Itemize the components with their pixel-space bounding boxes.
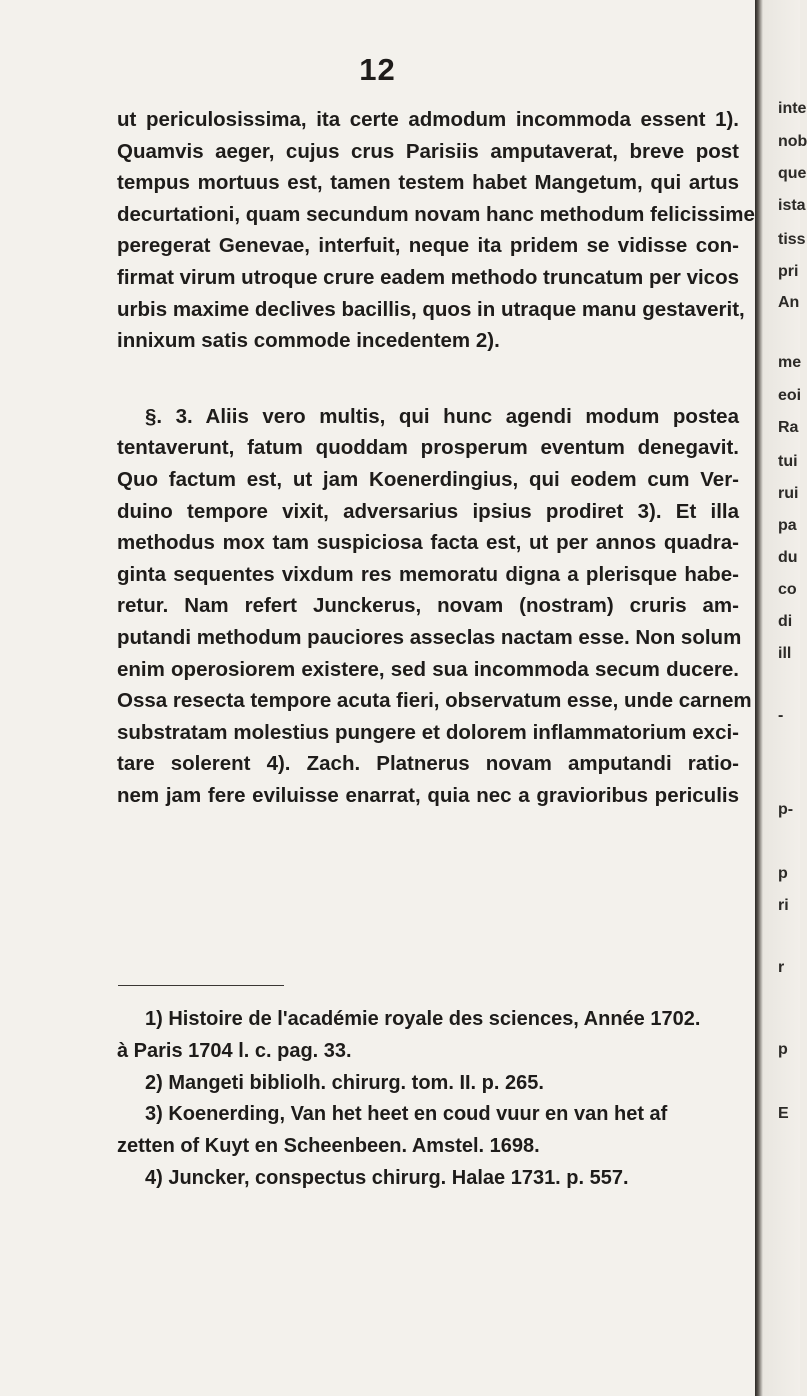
footnote-line: à Paris 1704 l. c. pag. 33.	[117, 1039, 352, 1062]
margin-fragment: me	[778, 354, 802, 371]
footnote-line: 3) Koenerding, Van het heet en coud vuur en van het af	[145, 1103, 668, 1126]
margin-fragment: tui	[778, 453, 798, 470]
text-line: urbis maxime declives bacillis, quos in utraque manu gestaverit,	[117, 297, 745, 321]
footnote-rule	[118, 985, 284, 986]
footnote-line: 2) Mangeti bibliolh. chirurg. tom. II. p. 265.	[145, 1071, 544, 1094]
margin-fragment: -	[778, 707, 784, 724]
text-line: tempus mortuus est, tamen testem habet Mangetum, qui artus	[117, 171, 739, 195]
text-line: Ossa resecta tempore acuta fieri, observatum esse, unde carnem	[117, 689, 752, 713]
paragraph-1	[117, 104, 755, 357]
text-line: putandi methodum pauciores asseclas nactam esse. Non solum	[117, 625, 742, 649]
margin-fragment: pri	[778, 263, 799, 280]
margin-fragment: eoi	[778, 387, 802, 404]
margin-fragment: p	[778, 1041, 788, 1058]
text-line: ut periculosissima, ita certe admodum incommoda essent 1).	[117, 108, 739, 131]
text-line: ginta sequentes vixdum res memoratu digna a plerisque habe-	[117, 562, 739, 586]
text-line: firmat virum utroque crure eadem methodo truncatum per vicos	[117, 265, 739, 289]
margin-fragment: ri	[778, 897, 789, 914]
margin-fragment: p-	[778, 801, 794, 818]
margin-fragment: ill	[778, 645, 792, 662]
text-line: nem jam fere eviluisse enarrat, quia nec a gravioribus periculis	[117, 783, 739, 807]
margin-fragment: inte	[778, 100, 807, 117]
text-line: methodus mox tam suspiciosa facta est, ut per annos quadra-	[117, 531, 739, 555]
text-line: innixum satis commode incedentem 2).	[117, 329, 500, 353]
text-line: substratam molestius pungere et dolorem inflammatorium exci-	[117, 720, 739, 744]
margin-fragment: r	[778, 959, 785, 976]
margin-fragment: que	[778, 165, 807, 182]
text-line: Quamvis aeger, cujus crus Parisiis amputaverat, breve post	[117, 139, 739, 163]
margin-fragment: p	[778, 865, 788, 882]
text-line: decurtationi, quam secundum novam hanc methodum felicissime	[117, 202, 755, 226]
text-line: §. 3. Aliis vero multis, qui hunc agendi modum postea	[145, 404, 739, 428]
text-line: tare solerent 4). Zach. Platnerus novam amputandi ratio-	[117, 752, 739, 776]
text-line: retur. Nam refert Junckerus, novam (nostram) cruris am-	[117, 594, 739, 618]
margin-fragment: pa	[778, 517, 797, 534]
margin-fragment: di	[778, 613, 793, 630]
margin-fragment: E	[778, 1105, 789, 1122]
paragraph-2	[117, 401, 752, 812]
footnotes	[117, 1004, 717, 1195]
margin-fragment: rui	[778, 485, 799, 502]
page-number: 12	[359, 52, 396, 87]
footnote-line: 1) Histoire de l'académie royale des sciences, Année 1702.	[145, 1008, 701, 1030]
margin-fragment: tiss	[778, 231, 806, 248]
footnote-line: 4) Juncker, conspectus chirurg. Halae 1731. p. 557.	[145, 1166, 629, 1189]
main-text	[117, 104, 755, 811]
margin-fragment: du	[778, 549, 798, 566]
text-line: enim operosiorem existere, sed sua incommoda secum ducere.	[117, 657, 739, 681]
margin-fragment: ista	[778, 197, 806, 214]
text-line: peregerat Genevae, interfuit, neque ita pridem se vidisse con-	[117, 234, 739, 258]
margin-fragment: An	[778, 294, 800, 311]
margin-fragment: Ra	[778, 419, 799, 436]
text-line: duino tempore vixit, adversarius ipsius prodiret 3). Et illa	[117, 499, 739, 523]
text-line: Quo factum est, ut jam Koenerdingius, qui eodem cum Ver-	[117, 467, 739, 491]
footnote-line: zetten of Kuyt en Scheenbeen. Amstel. 1698.	[117, 1135, 540, 1158]
text-line: tentaverunt, fatum quoddam prosperum eventum denegavit.	[117, 436, 739, 460]
margin-fragment: co	[778, 581, 797, 598]
margin-fragment: nob	[778, 133, 807, 150]
